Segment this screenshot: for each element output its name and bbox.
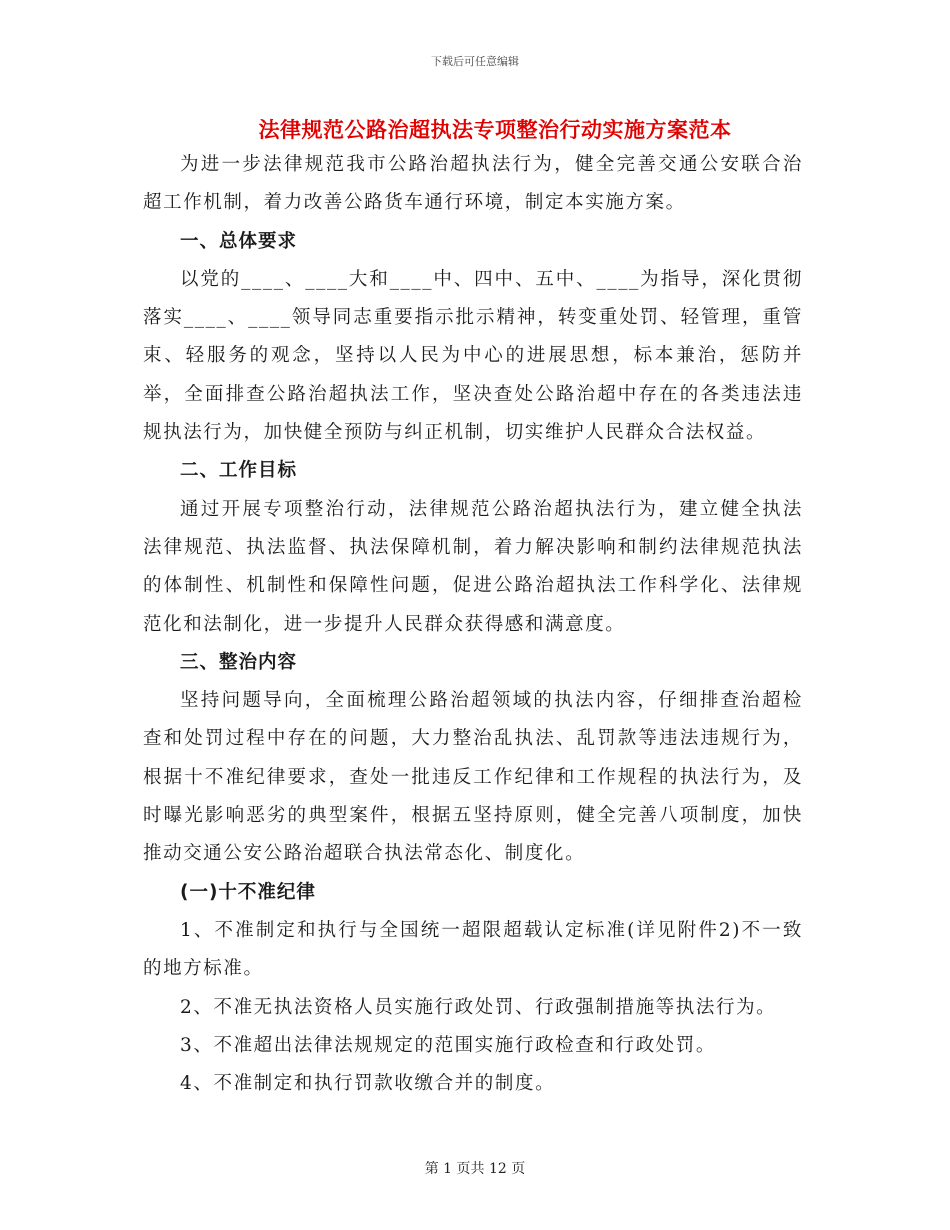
document-title: 法律规范公路治超执法专项整治行动实施方案范本	[258, 118, 732, 142]
section-paragraph-1: 以党的____、____大和____中、四中、五中、____为指导，深化贯彻落实____、____领导同志重要指示批示精神，转变重处罚、轻管理，重管束、轻服务的观念，坚持以人民为中心的进展思想，标本兼治，惩防并举，全面排查公路治超执法工作，坚决查处公路治超中存在的各类违法违规执法行为，加快健全预防与纠正机制，切实维护人民群众合法权益。	[143, 268, 803, 444]
section-heading-1: 一、总体要求	[180, 230, 298, 252]
intro-paragraph: 为进一步法律规范我市公路治超执法行为，健全完善交通公安联合治超工作机制，着力改善公路货车通行环境，制定本实施方案。	[143, 154, 803, 214]
list-item: 3、不准超出法律法规规定的范围实施行政检查和行政处罚。	[180, 1034, 716, 1056]
list-item: 1、不准制定和执行与全国统一超限超载认定标准(详见附件2)不一致的地方标准。	[143, 919, 803, 980]
page-footer: 第 1 页共 12 页	[424, 1161, 526, 1177]
document-body	[143, 146, 803, 1103]
header-note: 下载后可任意编辑	[431, 55, 519, 68]
section-heading-2: 二、工作目标	[180, 460, 298, 482]
list-item: 2、不准无执法资格人员实施行政处罚、行政强制措施等执法行为。	[180, 996, 777, 1018]
list-item: 4、不准制定和执行罚款收缴合并的制度。	[180, 1073, 556, 1095]
section-paragraph-3: 坚持问题导向，全面梳理公路治超领域的执法内容，仔细排查治超检查和处罚过程中存在的问题，大力整治乱执法、乱罚款等违法违规行为，根据十不准纪律要求，查处一批违反工作纪律和工作规程的执法行为，及时曝光影响恶劣的典型案件，根据五坚持原则，健全完善八项制度，加快推动交通公安公路治超联合执法常态化、制度化。	[143, 690, 803, 865]
section-heading-3: 三、整治内容	[180, 651, 298, 673]
section-paragraph-2: 通过开展专项整治行动，法律规范公路治超执法行为，建立健全执法法律规范、执法监督、执法保障机制，着力解决影响和制约法律规范执法的体制性、机制性和保障性问题，促进公路治超执法工作科学化、法律规范化和法制化，进一步提升人民群众获得感和满意度。	[143, 498, 803, 635]
subsection-heading-1: (一)十不准纪律	[180, 881, 316, 903]
